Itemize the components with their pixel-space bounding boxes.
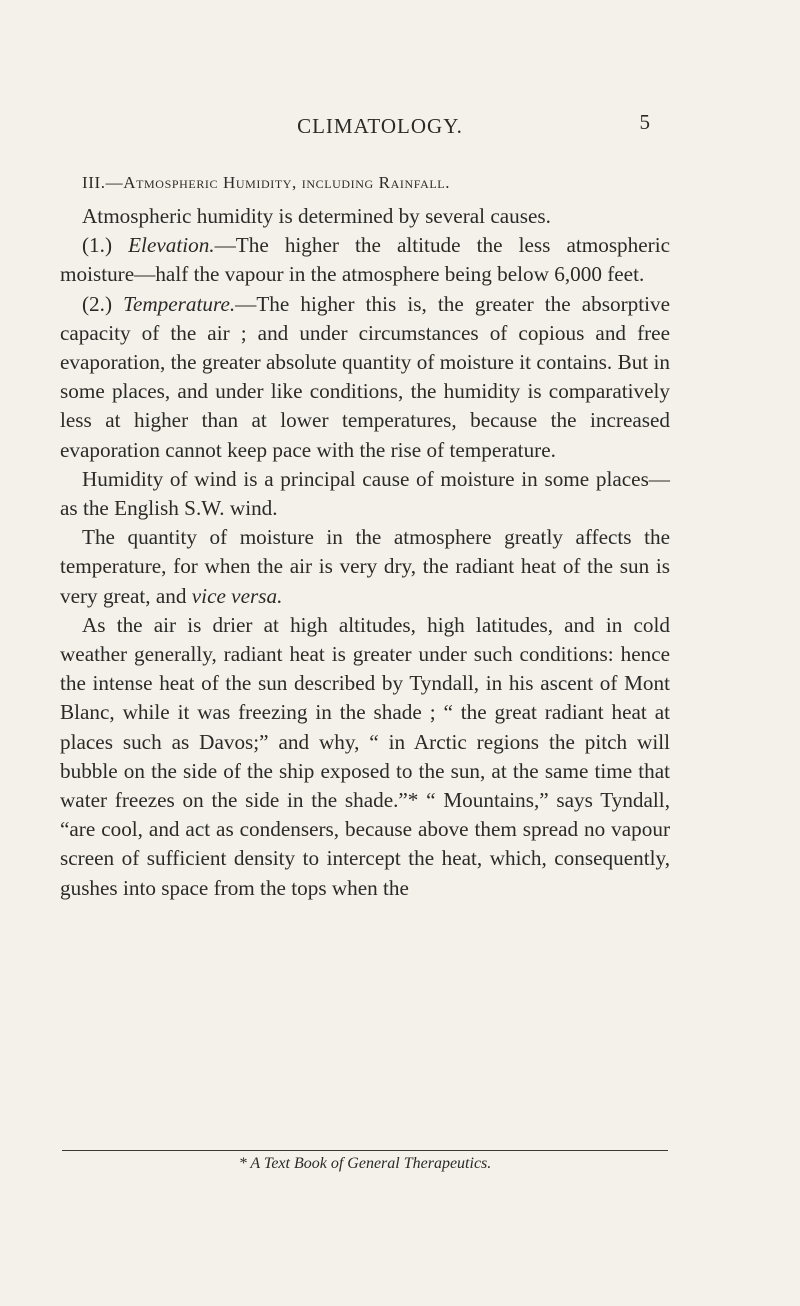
item-title-temperature: Temperature.: [123, 291, 236, 316]
running-head: [60, 110, 700, 144]
paragraph-wind: Humidity of wind is a principal cause of moisture in some places—as the English S.W. wind.: [60, 466, 670, 521]
item-label: (2.): [82, 291, 113, 316]
running-title: CLIMATOLOGY.: [297, 114, 463, 138]
paragraph-radiant-heat: [60, 523, 670, 611]
section-heading: III.—Atmospheric Humidity, including Rainfall.: [82, 173, 451, 192]
paragraph-elevation: [60, 231, 670, 289]
page-number: 5: [639, 110, 650, 134]
footnote-rule: [62, 1150, 668, 1151]
paragraph-altitudes: As the air is drier at high altitudes, high latitudes, and in cold weather generally, radiant heat is greater under such conditions: hence the intense heat of the sun described by Tyndall, in his ascent of Mont Blanc, while it was freezing in the shade ; “ the great radiant heat at places such as Davos;” and why, “ in Arctic regions the pitch will bubble on the side of the ship exposed to the sun, at the same time that water freezes on the side in the shade.”* “ Mountains,” says Tyndall, “are cool, and act as condensers, because above them spread no vapour screen of sufficient density to intercept the heat, which, consequently, gushes into space from the tops when the: [60, 612, 670, 900]
item-label: (1.): [82, 233, 113, 258]
paragraph-temperature: [60, 290, 670, 465]
radiant-heat-text: The quantity of moisture in the atmosphere greatly affects the temperature, for when the air is very dry, the radiant heat of the sun is very great, and: [60, 525, 670, 608]
item-title-elevation: Elevation.: [128, 233, 215, 258]
paragraph-intro: Atmospheric humidity is determined by several causes.: [82, 204, 551, 228]
footnote: * A Text Book of General Therapeutics.: [238, 1155, 492, 1172]
item-text-elevation: —The higher the altitude the less atmospheric moisture—half the vapour in the atmosphere being below 6,000 feet.: [60, 233, 670, 287]
vice-versa: vice versa.: [191, 583, 283, 608]
item-text-temperature: —The higher this is, the greater the absorptive capacity of the air ; and under circumstances of copious and free evaporation, the greater absolute quantity of moisture it contains. But in some places, and under like conditions, the humidity is comparatively less at higher than at lower temperatures, because the increased evaporation cannot keep pace with the rise of temperature.: [60, 291, 670, 462]
body-text: [60, 170, 670, 903]
